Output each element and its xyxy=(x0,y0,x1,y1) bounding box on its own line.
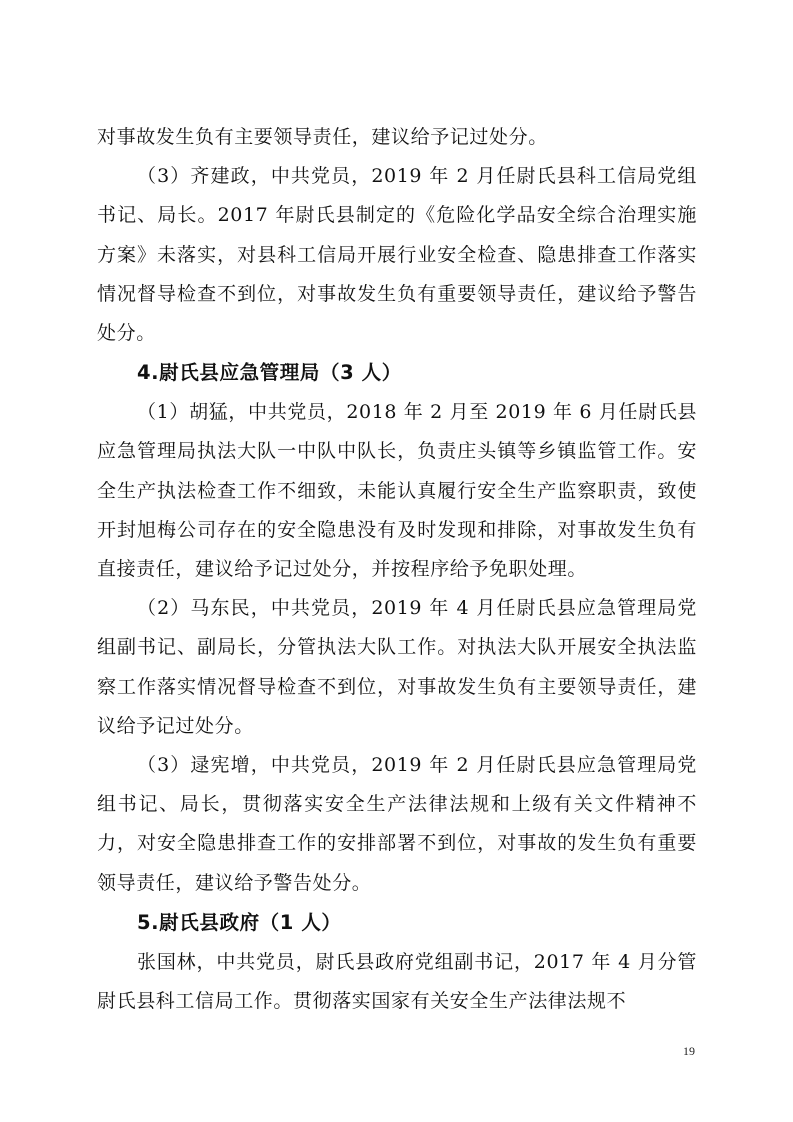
paragraph-qi-jianzheng: （3）齐建政，中共党员，2019 年 2 月任尉氏县科工信局党组书记、局长。2017 年尉氏县制定的《危险化学品安全综合治理实施方案》未落实，对县科工信局开展行业安全检查、隐患排查工作落实情况督导检查不到位，对事故发生负有重要领导责任，建议给予警告处分。 xyxy=(97,165,697,345)
paragraph-lu-xianzeng: （3）逯宪增，中共党员，2019 年 2 月任尉氏县应急管理局党组书记、局长，贯彻落实安全生产法律法规和上级有关文件精神不力，对安全隐患排查工作的安排部署不到位，对事故的发生负有重要领导责任，建议给予警告处分。 xyxy=(97,754,697,894)
section-heading-emergency-bureau: 4.尉氏县应急管理局（3 人） xyxy=(137,361,402,385)
paragraph-hu-meng: （1）胡猛，中共党员，2018 年 2 月至 2019 年 6 月任尉氏县应急管理局执法大队一中队中队长，负责庄头镇等乡镇监管工作。安全生产执法检查工作不细致，未能认真履行安全生产监察职责，致使开封旭梅公司存在的安全隐患没有及时发现和排除，对事故发生负有直接责任，建议给予记过处分，并按程序给予免职处理。 xyxy=(97,401,697,581)
paragraph-continuation: 对事故发生负有主要领导责任，建议给予记过处分。 xyxy=(97,126,548,148)
page-number: 19 xyxy=(683,1044,695,1058)
section-heading-county-government: 5.尉氏县政府（1 人） xyxy=(137,910,342,934)
paragraph-zhang-guolin: 张国林，中共党员，尉氏县政府党组副书记，2017 年 4 月分管尉氏县科工信局工作。贯彻落实国家有关安全生产法律法规不 xyxy=(97,950,697,1013)
paragraph-ma-dongmin: （2）马东民，中共党员，2019 年 4 月任尉氏县应急管理局党组副书记、副局长，分管执法大队工作。对执法大队开展安全执法监察工作落实情况督导检查不到位，对事故发生负有主要领导责任，建议给予记过处分。 xyxy=(97,597,697,737)
document-body xyxy=(97,118,697,1021)
